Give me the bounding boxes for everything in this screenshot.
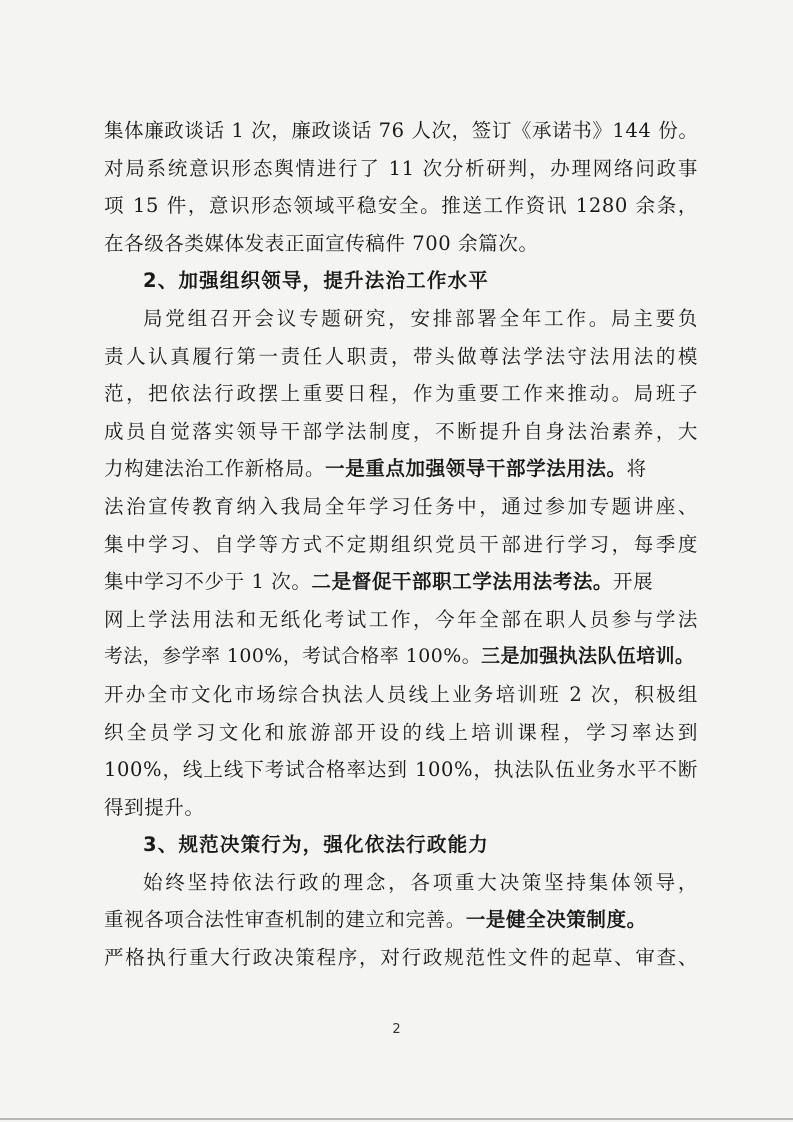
text-line	[104, 112, 698, 150]
bold-phrase: 二是督促干部职工学法用法考法。	[311, 570, 614, 594]
text-segment: 局党组召开会议专题研究，安排部署全年工作。局主要负	[143, 306, 698, 330]
text-line	[104, 450, 698, 488]
text-line	[104, 488, 698, 526]
text-line	[104, 187, 698, 225]
text-line	[104, 676, 698, 714]
text-segment: 网上学法用法和无纸化考试工作，今年全部在职人员参与学法	[104, 607, 698, 631]
text-segment: 项 15 件，意识形态领域平稳安全。推送工作资讯 1280 余条，	[104, 194, 698, 218]
text-line	[104, 413, 698, 451]
text-segment: 对局系统意识形态舆情进行了 11 次分析研判，办理网络问政事	[104, 156, 698, 180]
text-segment: 力构建法治工作新格局。	[104, 457, 326, 481]
text-line	[104, 714, 698, 752]
text-line	[104, 901, 698, 939]
text-line	[104, 751, 698, 789]
text-line	[104, 939, 698, 977]
text-line	[104, 338, 698, 376]
text-segment: 集中学习不少于 1 次。	[104, 570, 312, 594]
text-segment: 考法，参学率 100%，考试合格率 100%。	[104, 645, 482, 668]
text-segment: 织全员学习文化和旅游部开设的线上培训课程，学习率达到	[104, 720, 698, 744]
text-line	[104, 601, 698, 639]
text-segment: 将	[626, 457, 647, 481]
text-segment: 法治宣传教育纳入我局全年学习任务中，通过参加专题讲座、	[104, 494, 698, 518]
text-segment: 责人认真履行第一责任人职责，带头做尊法学法守法用法的模	[104, 344, 698, 368]
text-segment: 开办全市文化市场综合执法人员线上业务培训班 2 次，积极组	[104, 682, 698, 706]
heading-text: 3、规范决策行为，强化依法行政能力	[143, 833, 489, 857]
bold-phrase: 一是健全决策制度。	[465, 908, 647, 932]
text-line	[104, 563, 698, 601]
scan-edge-divider	[0, 1118, 793, 1120]
text-segment: 重视各项合法性审查机制的建立和完善。	[104, 908, 466, 932]
text-line	[104, 150, 698, 188]
text-line	[104, 789, 698, 827]
section-heading	[104, 826, 698, 864]
text-line	[104, 225, 698, 263]
text-line	[104, 300, 698, 338]
heading-text: 2、加强组织领导，提升法治工作水平	[143, 269, 489, 293]
bold-phrase: 一是重点加强领导干部学法用法。	[325, 457, 627, 481]
text-segment: 严格执行重大行政决策程序，对行政规范性文件的起草、审查、	[104, 946, 698, 970]
page-number: 2	[392, 1022, 401, 1037]
text-segment: 开展	[613, 570, 654, 594]
text-segment: 始终坚持依法行政的理念，各项重大决策坚持集体领导，	[143, 870, 698, 894]
text-line	[104, 864, 698, 902]
text-line	[104, 375, 698, 413]
text-segment: 得到提升。	[104, 795, 205, 819]
text-segment: 集体廉政谈话 1 次，廉政谈话 76 人次，签订《承诺书》144 份。	[104, 119, 699, 142]
text-segment: 集中学习、自学等方式不定期组织党员干部进行学习，每季度	[104, 532, 698, 556]
text-segment: 成员自觉落实领导干部学法制度，不断提升自身法治素养，大	[104, 419, 698, 443]
text-segment: 100%，线上线下考试合格率达到 100%，执法队伍业务水平不断	[104, 758, 698, 782]
text-line	[104, 638, 698, 676]
text-segment: 范，把依法行政摆上重要日程，作为重要工作来推动。局班子	[104, 382, 698, 406]
text-line	[104, 526, 698, 564]
section-heading	[104, 262, 698, 300]
body-text	[104, 112, 698, 977]
text-segment: 在各级各类媒体发表正面宣传稿件 700 余篇次。	[104, 231, 539, 255]
bold-phrase: 三是加强执法队伍培训。	[481, 645, 695, 668]
